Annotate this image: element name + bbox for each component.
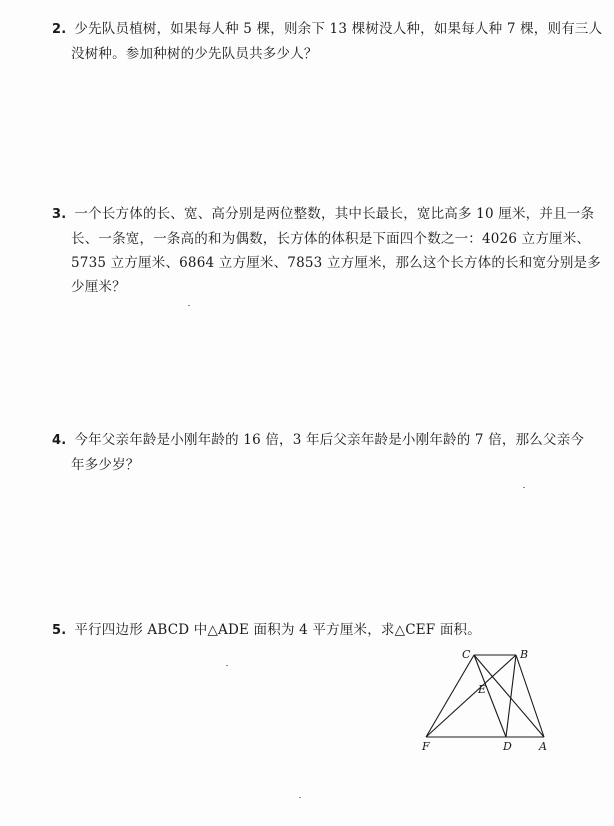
label-b: B bbox=[520, 648, 529, 661]
problem-number: 2. bbox=[52, 22, 67, 37]
problem-2 bbox=[52, 17, 603, 66]
problem-4-line-1 bbox=[52, 428, 585, 453]
problem-text: 长、一条宽，一条高的和为偶数，长方体的体积是下面四个数之一：4026 立方厘米、 bbox=[71, 231, 591, 247]
scan-speck bbox=[226, 665, 228, 666]
problem-text: 年多少岁？ bbox=[71, 457, 140, 473]
segment-cd bbox=[474, 655, 506, 737]
problem-number: 3. bbox=[52, 207, 67, 222]
segment-fc bbox=[426, 655, 474, 737]
scan-speck bbox=[523, 487, 525, 488]
label-f: F bbox=[422, 740, 430, 753]
problem-3-line-4 bbox=[52, 275, 572, 299]
problem-text: 5735 立方厘米、6864 立方厘米、7853 立方厘米，那么这个长方体的长和宽分别是多 bbox=[71, 255, 601, 271]
problem-text: 没树种。参加种树的少先队员共多少人？ bbox=[71, 46, 318, 62]
segment-fb bbox=[426, 655, 516, 737]
scan-speck bbox=[299, 797, 301, 798]
scan-speck bbox=[188, 305, 190, 306]
problem-number: 4. bbox=[52, 433, 67, 448]
problem-4 bbox=[52, 428, 585, 477]
problem-3 bbox=[52, 202, 601, 299]
problem-2-line-2 bbox=[52, 42, 572, 66]
label-e: E bbox=[478, 683, 487, 696]
problem-text: 少厘米？ bbox=[71, 279, 126, 295]
problem-text: 今年父亲年龄是小刚年龄的 16 倍，3 年后父亲年龄是小刚年龄的 7 倍，那么父亲今 bbox=[74, 432, 585, 448]
problem-3-line-2 bbox=[52, 227, 591, 251]
problem-2-line-1 bbox=[52, 17, 603, 42]
geometry-diagram bbox=[412, 640, 572, 755]
label-d: D bbox=[503, 740, 512, 753]
label-c: C bbox=[462, 648, 471, 661]
problem-3-line-1 bbox=[52, 202, 595, 227]
segment-ca bbox=[474, 655, 544, 737]
problem-number: 5. bbox=[52, 623, 67, 638]
problem-text: 平行四边形 ABCD 中△ADE 面积为 4 平方厘米，求△CEF 面积。 bbox=[74, 622, 481, 638]
segment-ba bbox=[516, 655, 544, 737]
parallelogram-figure bbox=[412, 640, 572, 755]
problem-text: 少先队员植树，如果每人种 5 棵，则余下 13 棵树没人种，如果每人种 7 棵，则有三人 bbox=[74, 21, 603, 37]
label-a: A bbox=[539, 740, 547, 753]
segment-bd bbox=[506, 655, 516, 737]
problem-text: 一个长方体的长、宽、高分别是两位整数，其中长最长，宽比高多 10 厘米，并且一条 bbox=[74, 206, 595, 222]
problem-4-line-2 bbox=[52, 453, 572, 477]
problem-3-line-3 bbox=[52, 251, 601, 275]
